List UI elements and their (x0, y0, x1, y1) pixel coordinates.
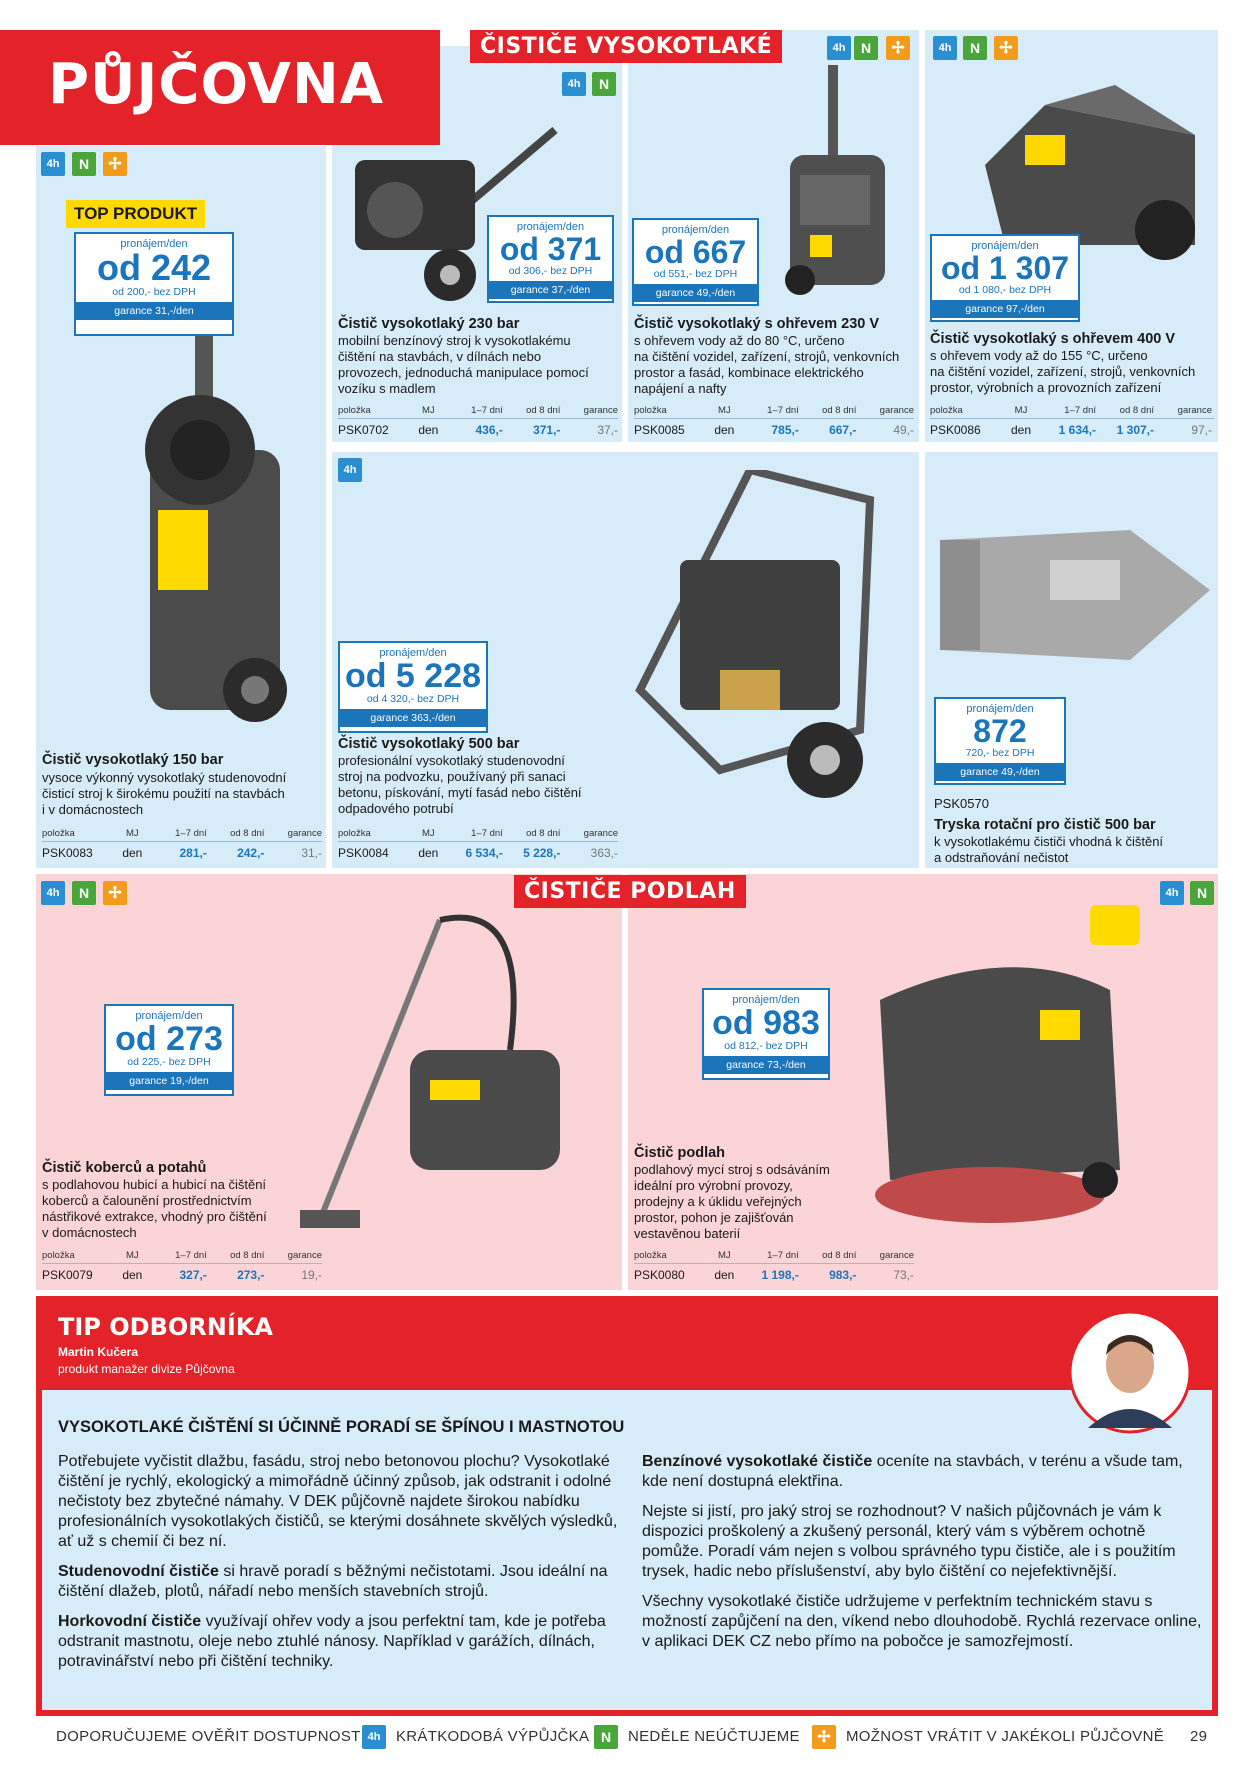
price-label: pronájem/den (516, 221, 585, 233)
price-box (74, 232, 234, 336)
price-table: položka MJ 1–7 dní od 8 dní garance PSK0080 den 1 198,- 983,- 73,- (634, 1250, 915, 1282)
table-row: PSK0702 den 436,- 371,- 37,- (338, 423, 619, 437)
return-anywhere-icon: ✢ (994, 36, 1018, 60)
carpet-cleaner-image (290, 900, 590, 1240)
price-excl-vat: od 812,- bez DPH (724, 1040, 808, 1052)
legend-short-rental: KRÁTKODOBÁ VÝPŮJČKA (396, 1728, 590, 1745)
table-row: PSK0086 den 1 634,- 1 307,- 97,- (930, 423, 1212, 437)
short-rental-icon: 4h (562, 72, 586, 96)
price-label: pronájem/den (135, 1010, 203, 1022)
table-row: PSK0084 den 6 534,- 5 228,- 363,- (338, 846, 619, 860)
product-desc: s ohřevem vody až do 80 °C, určeno na čištění vozidel, zařízení, strojů, venkovních prostor a fasád, kombinace elektrického napájení a nafty (634, 333, 900, 396)
price-table: položka MJ 1–7 dní od 8 dní garance PSK0084 den 6 534,- 5 228,- 363,- (338, 828, 619, 860)
price-label: pronájem/den (661, 224, 730, 236)
price-value: od 273 (115, 1020, 223, 1058)
page-title: PŮJČOVNA (48, 52, 385, 117)
section-label-vysokotlake: ČISTIČE VYSOKOTLAKÉ (470, 30, 782, 63)
price-excl-vat: od 306,- bez DPH (508, 265, 593, 277)
guarantee: garance 73,-/den (704, 1056, 828, 1074)
tip-heading: VYSOKOTLAKÉ ČIŠTĚNÍ SI ÚČINNĚ PORADÍ SE ŠPÍNOU I MASTNOTOU (58, 1418, 625, 1436)
return-anywhere-icon: ✢ (103, 152, 127, 176)
guarantee: garance 31,-/den (76, 302, 232, 320)
top-produkt-badge: TOP PRODUKT (66, 200, 205, 228)
price-table: položka MJ 1–7 dní od 8 dní garance PSK0086 den 1 634,- 1 307,- 97,- (930, 405, 1212, 437)
section-label-podlahy: ČISTIČE PODLAH (514, 875, 746, 908)
product-desc: s ohřevem vody až do 155 °C, určeno na čištění vozidel, zařízení, strojů, venkovních prostor, výrobních a provozních zařízení (930, 348, 1196, 395)
product-desc: podlahový mycí stroj s odsáváním ideální pro výrobní provozy, prodejny a k úklidu veřejných prostor, pohon je zajišťován vestavěnou baterií (634, 1162, 830, 1241)
product-title: Čistič podlah (634, 1145, 726, 1161)
price-box (632, 218, 759, 306)
price-excl-vat: od 4 320,- bez DPH (366, 693, 460, 705)
price-box (487, 215, 614, 303)
product-title: Čistič vysokotlaký s ohřevem 230 V (634, 316, 880, 332)
hot-water-washer-230v-image (770, 65, 900, 295)
product-title: Čistič vysokotlaký 500 bar (338, 736, 520, 752)
price-value: od 983 (712, 1004, 820, 1042)
return-anywhere-icon: ✢ (886, 36, 910, 60)
price-value: od 242 (96, 247, 212, 288)
price-value: od 667 (644, 234, 747, 270)
sunday-free-icon: N (592, 72, 616, 96)
expert-role: produkt manažer divize Půjčovna (58, 1362, 235, 1376)
guarantee: garance 19,-/den (106, 1072, 232, 1090)
tip-right-column: Benzínové vysokotlaké čističe oceníte na stavbách, v terénu a všude tam, kde není dostupná elektřina. Nejste si jistí, pro jaký stroj se rozhodnout? V našich půjčovnách je vám k dispozici proškolený a zkušený personál, který vám s výběrem ochotně pomůže. Poradí vám nejen s volbou správného typu čističe, ale i s použitím trysek, hadic nebo příslušenství, aby bylo čištění co nejefektivnější. Všechny vysokotlaké čističe udržujeme v perfektním technickém stavu s možností zapůjčení na den, víkend nebo dlouhodobě. Rychlá rezervace online, v aplikaci DEK CZ nebo přímo na pobočce je samozřejmostí. (642, 1453, 1202, 1650)
sunday-free-icon: N (72, 152, 96, 176)
price-table: položka MJ 1–7 dní od 8 dní garance PSK0702 den 436,- 371,- 37,- (338, 405, 619, 437)
product-desc: s podlahovou hubicí a hubicí na čištění koberců a čalounění prostřednictvím nástřikové extrakce, vhodný pro čištění v domácnostech (42, 1177, 267, 1240)
product-desc: profesionální vysokotlaký studenovodní stroj na podvozku, používaný při sanaci betonu, pískování, mytí fasád nebo čištění odpadového potrubí (338, 753, 582, 816)
availability-note: DOPORUČUJEME OVĚŘIT DOSTUPNOST (56, 1728, 361, 1745)
price-excl-vat: od 225,- bez DPH (127, 1056, 211, 1068)
price-box (702, 988, 830, 1080)
tip-left-column: Potřebujete vyčistit dlažbu, fasádu, stroj nebo betonovou plochu? Vysokotlaké čištění je rychlý, ekologický a mimořádně účinný způsob, jak odstranit i odolné nečistoty bez zbytečné námahy. V DEK půjčovně najdete širokou nabídku profesionálních vysokotlakých čističů, se kterými dosáhnete skvělých výsledků, ať už s chemií či bez ní. Studenovodní čističe si hravě poradí s běžnými nečistotami. Jsou ideální na čištění dlažeb, plotů, nářadí nebo menších stavebních strojů. Horkovodní čističe využívají ohřev vody a jsou perfektní tam, kde je potřeba odstranit mastnotu, oleje nebo ztuhlé nánosy. Například v garážích, dílnách, potravinářství nebo při čištění techniky. (58, 1453, 618, 1670)
return-anywhere-icon: ✢ (812, 1725, 836, 1749)
floor-scrubber-image (860, 900, 1160, 1230)
price-box (338, 641, 488, 733)
product-desc: vysoce výkonný vysokotlaký studenovodní čisticí stroj k širokému použití na stavbách i v domácnostech (42, 770, 287, 817)
product-title: Čistič vysokotlaký s ohřevem 400 V (930, 331, 1176, 347)
price-value: 872 (973, 713, 1027, 749)
guarantee: garance 363,-/den (340, 709, 486, 727)
price-table: položka MJ 1–7 dní od 8 dní garance PSK0085 den 785,- 667,- 49,- (634, 405, 915, 437)
guarantee: garance 37,-/den (489, 281, 612, 299)
table-row: PSK0083 den 281,- 242,- 31,- (42, 846, 323, 860)
price-value: od 371 (499, 231, 602, 267)
price-value: od 5 228 (344, 657, 482, 695)
product-desc: k vysokotlakému čističi vhodná k čištění a odstraňování nečistot (934, 834, 1164, 865)
product-title: Čistič vysokotlaký 230 bar (338, 316, 520, 332)
short-rental-icon: 4h (827, 36, 851, 60)
price-excl-vat: od 200,- bez DPH (112, 286, 196, 298)
pressure-washer-150bar-image (80, 300, 310, 740)
legend-return-anywhere: MOŽNOST VRÁTIT V JAKÉKOLI PŮJČOVNĚ (846, 1728, 1165, 1745)
price-box (930, 234, 1080, 322)
table-row: PSK0085 den 785,- 667,- 49,- (634, 423, 915, 437)
short-rental-icon: 4h (1160, 881, 1184, 905)
price-label: pronájem/den (120, 238, 188, 250)
guarantee: garance 49,-/den (936, 763, 1064, 781)
product-title: Čistič koberců a potahů (42, 1160, 207, 1176)
price-value: od 1 307 (940, 250, 1070, 286)
short-rental-icon: 4h (933, 36, 957, 60)
sunday-free-icon: N (594, 1725, 618, 1749)
guarantee: garance 97,-/den (932, 300, 1078, 318)
sunday-free-icon: N (1190, 881, 1214, 905)
price-table: položka MJ 1–7 dní od 8 dní garance PSK0079 den 327,- 273,- 19,- (42, 1250, 323, 1282)
tip-title: TIP ODBORNÍKA (58, 1313, 273, 1341)
page-number: 29 (1190, 1728, 1208, 1745)
table-row: PSK0080 den 1 198,- 983,- 73,- (634, 1268, 915, 1282)
guarantee: garance 49,-/den (634, 284, 757, 302)
sunday-free-icon: N (963, 36, 987, 60)
pressure-washer-500bar-image (600, 470, 900, 810)
short-rental-icon: 4h (338, 458, 362, 482)
price-label: pronájem/den (732, 994, 800, 1006)
product-title: Čistič vysokotlaký 150 bar (42, 752, 224, 768)
sunday-free-icon: N (854, 36, 878, 60)
sunday-free-icon: N (72, 881, 96, 905)
table-row: PSK0079 den 327,- 273,- 19,- (42, 1268, 323, 1282)
price-excl-vat: od 551,- bez DPH (653, 268, 738, 280)
price-box (104, 1004, 234, 1096)
price-box (934, 697, 1066, 785)
hot-water-washer-400v-image (965, 45, 1215, 265)
product-code: PSK0570 (934, 796, 989, 811)
price-excl-vat: od 1 080,- bez DPH (958, 284, 1052, 296)
price-table: položka MJ 1–7 dní od 8 dní garance PSK0083 den 281,- 242,- 31,- (42, 828, 323, 860)
legend-sunday-free: NEDĚLE NEÚČTUJEME (628, 1728, 800, 1745)
rotary-nozzle-image (930, 500, 1220, 700)
expert-name: Martin Kučera (58, 1345, 139, 1359)
price-excl-vat: 720,- bez DPH (965, 747, 1035, 759)
product-title: Tryska rotační pro čistič 500 bar (934, 817, 1156, 833)
short-rental-icon: 4h (41, 881, 65, 905)
short-rental-icon: 4h (41, 152, 65, 176)
price-label: pronájem/den (971, 240, 1039, 252)
short-rental-icon: 4h (362, 1725, 386, 1749)
price-label: pronájem/den (379, 647, 447, 659)
return-anywhere-icon: ✢ (103, 881, 127, 905)
price-label: pronájem/den (966, 703, 1034, 715)
product-desc: mobilní benzínový stroj k vysokotlakému čištění na stavbách, v dílnách nebo provozech, jednoduchá manipulace pomocí vozíku s madlem (338, 333, 589, 396)
expert-avatar (1068, 1310, 1192, 1434)
